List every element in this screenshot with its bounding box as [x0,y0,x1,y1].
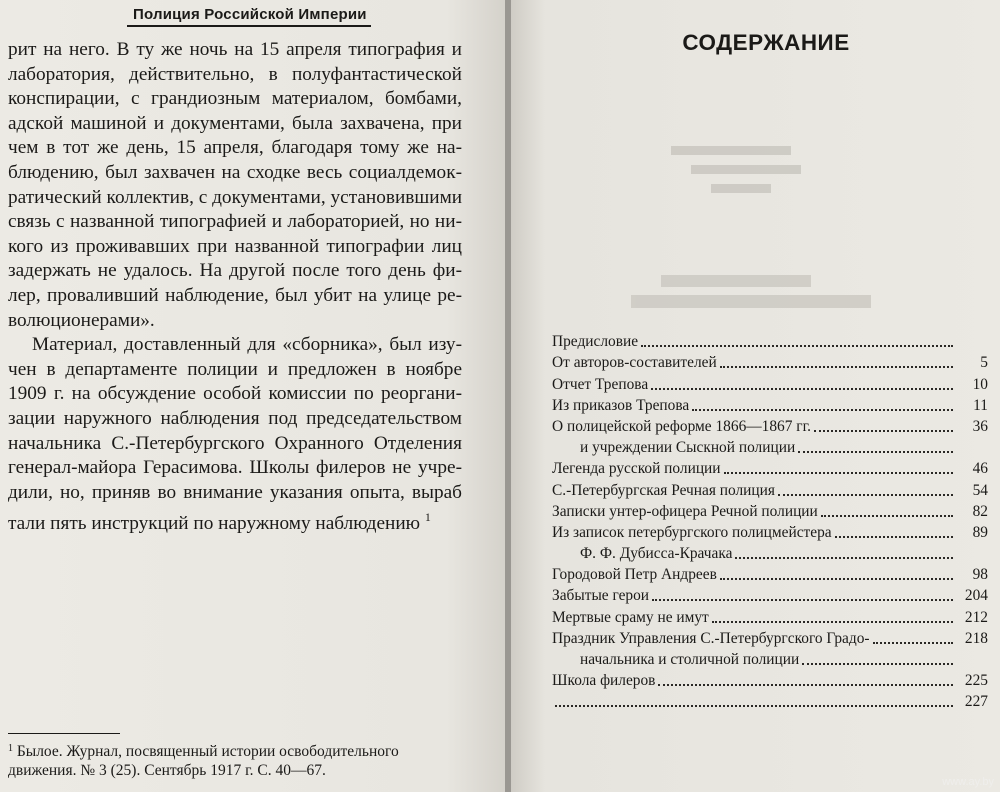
toc-entry-title-cont: начальника и столичной полиции [580,651,800,668]
toc-entry[interactable] [552,690,988,711]
toc-entry-title: Из приказов Трепова [552,396,690,414]
body-line: тали пять инструкций по наружному наблюдению [8,513,421,535]
toc-dot-leader [835,536,953,538]
body-line: зации наружного наблюдения под председательством [8,407,462,429]
body-line: кого из проживавших при названной типографии лиц [8,235,462,257]
table-of-contents [552,330,988,711]
toc-dot-leader [798,451,953,453]
toc-dot-leader [814,430,953,432]
toc-page-number: 46 [972,460,988,478]
footnote-reference[interactable]: 1 [424,510,431,525]
toc-entry[interactable] [552,500,988,521]
toc-entry-title: Легенда русской полиции [552,460,721,478]
toc-entry[interactable] [552,563,988,584]
body-line-last [8,505,462,537]
toc-dot-leader [873,642,953,644]
toc-page-number: 218 [964,629,988,647]
toc-page-number: 54 [972,481,988,499]
toc-entry[interactable] [552,415,988,436]
toc-entry-title: Забытые герои [552,587,650,605]
toc-page-number: 227 [964,693,988,711]
toc-entry-title: Праздник Управления С.-Петербургского Градо- [552,629,870,647]
right-page [511,0,1000,792]
toc-entry-title: От авторов-составителей [552,354,717,372]
body-line: Материал, доставленный для «сборника», был изу- [32,334,462,356]
toc-dot-leader [778,494,953,496]
footnote-text-line-1: Былое. Журнал, посвященный истории освободительного [16,743,399,760]
running-head: Полиция Российской Империи [127,6,371,27]
toc-page-number: 11 [973,396,988,414]
toc-page-number: 89 [972,523,988,541]
toc-dot-leader [712,621,953,623]
toc-entry[interactable] [552,669,988,690]
toc-entry-title: Отчет Трепова [552,375,649,393]
toc-page-number: 212 [964,608,988,626]
toc-entry-title-cont: Ф. Ф. Дубисса-Крачака [580,545,733,563]
body-line: чем в тот же день, 15 апреля, благодаря тому же на- [8,137,462,159]
body-line: задержать не удалось. На другой после того день фи- [8,260,462,282]
body-line: ратический коллектив, с документами, установившими [8,186,463,208]
toc-entry[interactable] [552,351,988,372]
body-line: дили, но, приняв во внимание указания опыта, выраб [8,481,462,503]
body-line: лаборатория, действительно, в полуфантастической [8,63,462,85]
toc-entry-title: О полицейской реформе 1866—1867 гг. [552,417,812,435]
toc-entry[interactable] [552,372,988,393]
body-line: генерал-майора Герасимова. Школы филеров не учре- [8,457,462,479]
body-text [8,38,462,537]
toc-dot-leader [641,345,953,347]
toc-entry[interactable] [552,457,988,478]
toc-dot-leader [692,409,953,411]
toc-entry[interactable] [552,478,988,499]
body-line: лер, проваливший наблюдение, был убит на улице ре- [8,284,462,306]
toc-dot-leader [802,663,953,665]
body-line: блюдению, был захвачен на сходке весь социалдемок- [8,161,462,183]
toc-entry[interactable] [552,521,988,542]
toc-page-number: 36 [972,417,988,435]
toc-entry[interactable] [552,605,988,626]
toc-entry-continuation[interactable] [552,648,988,669]
toc-page-number: 225 [964,672,988,690]
bleed-through-ghost [661,140,831,200]
toc-dot-leader [555,705,953,707]
body-line: рит на него. В ту же ночь на 15 апреля типография и [8,39,462,60]
toc-entry-title-cont: и учреждении Сыскной полиции [580,439,796,457]
toc-dot-leader [821,515,953,517]
footnote-rule [8,733,120,734]
toc-entry-title: С.-Петербургская Речная полиция [552,481,775,499]
body-line: чен в департаменте полиции и предложен в ноябре [8,358,462,380]
toc-entry-title: Мертвые сраму не имут [552,608,709,626]
body-line: начальника С.-Петербургского Охранного Отделения [8,432,462,454]
body-line: адской машиной и документами, была захвачена, при [8,112,462,134]
toc-entry-title: Записки унтер-офицера Речной полиции [552,502,818,520]
toc-entry-continuation[interactable] [552,436,988,457]
body-line: конспирации, с грандиозным материалом, бомбами, [8,88,462,110]
toc-dot-leader [735,557,953,559]
body-line: 1909 г. на обсуждение особой комиссии по реоргани- [8,383,462,405]
toc-entry-title: Предисловие [552,333,639,351]
toc-entry-title: Из записок петербургского полицмейстера [552,523,832,541]
toc-page-number: 82 [972,502,988,520]
toc-entry-continuation[interactable] [552,542,988,563]
toc-page-number: 98 [972,566,988,584]
footnote [8,739,468,780]
footnote-mark: 1 [8,743,13,754]
toc-entry[interactable] [552,394,988,415]
toc-dot-leader [720,366,953,368]
toc-entry[interactable] [552,627,988,648]
toc-entry[interactable] [552,330,988,351]
body-line: связь с названной типографией и лабораторией, но ни- [8,211,462,233]
toc-page-number: 5 [980,354,988,372]
toc-entry-title: Городовой Петр Андреев [552,566,717,584]
watermark: www.ay.by [942,776,994,788]
bleed-through-ghost-title [631,275,871,308]
footnote-text-line-2: движения. № 3 (25). Сентябрь 1917 г. С. 40—67. [8,762,326,779]
toc-page-number: 204 [964,587,988,605]
toc-entry[interactable] [552,584,988,605]
toc-entry-title: Школа филеров [552,672,656,690]
toc-dot-leader [724,472,953,474]
toc-title: СОДЕРЖАНИЕ [682,30,850,55]
toc-dot-leader [658,684,953,686]
toc-dot-leader [652,599,953,601]
body-line: волюционерами». [8,309,155,331]
toc-dot-leader [720,578,953,580]
toc-page-number: 10 [972,375,988,393]
toc-dot-leader [651,388,953,390]
